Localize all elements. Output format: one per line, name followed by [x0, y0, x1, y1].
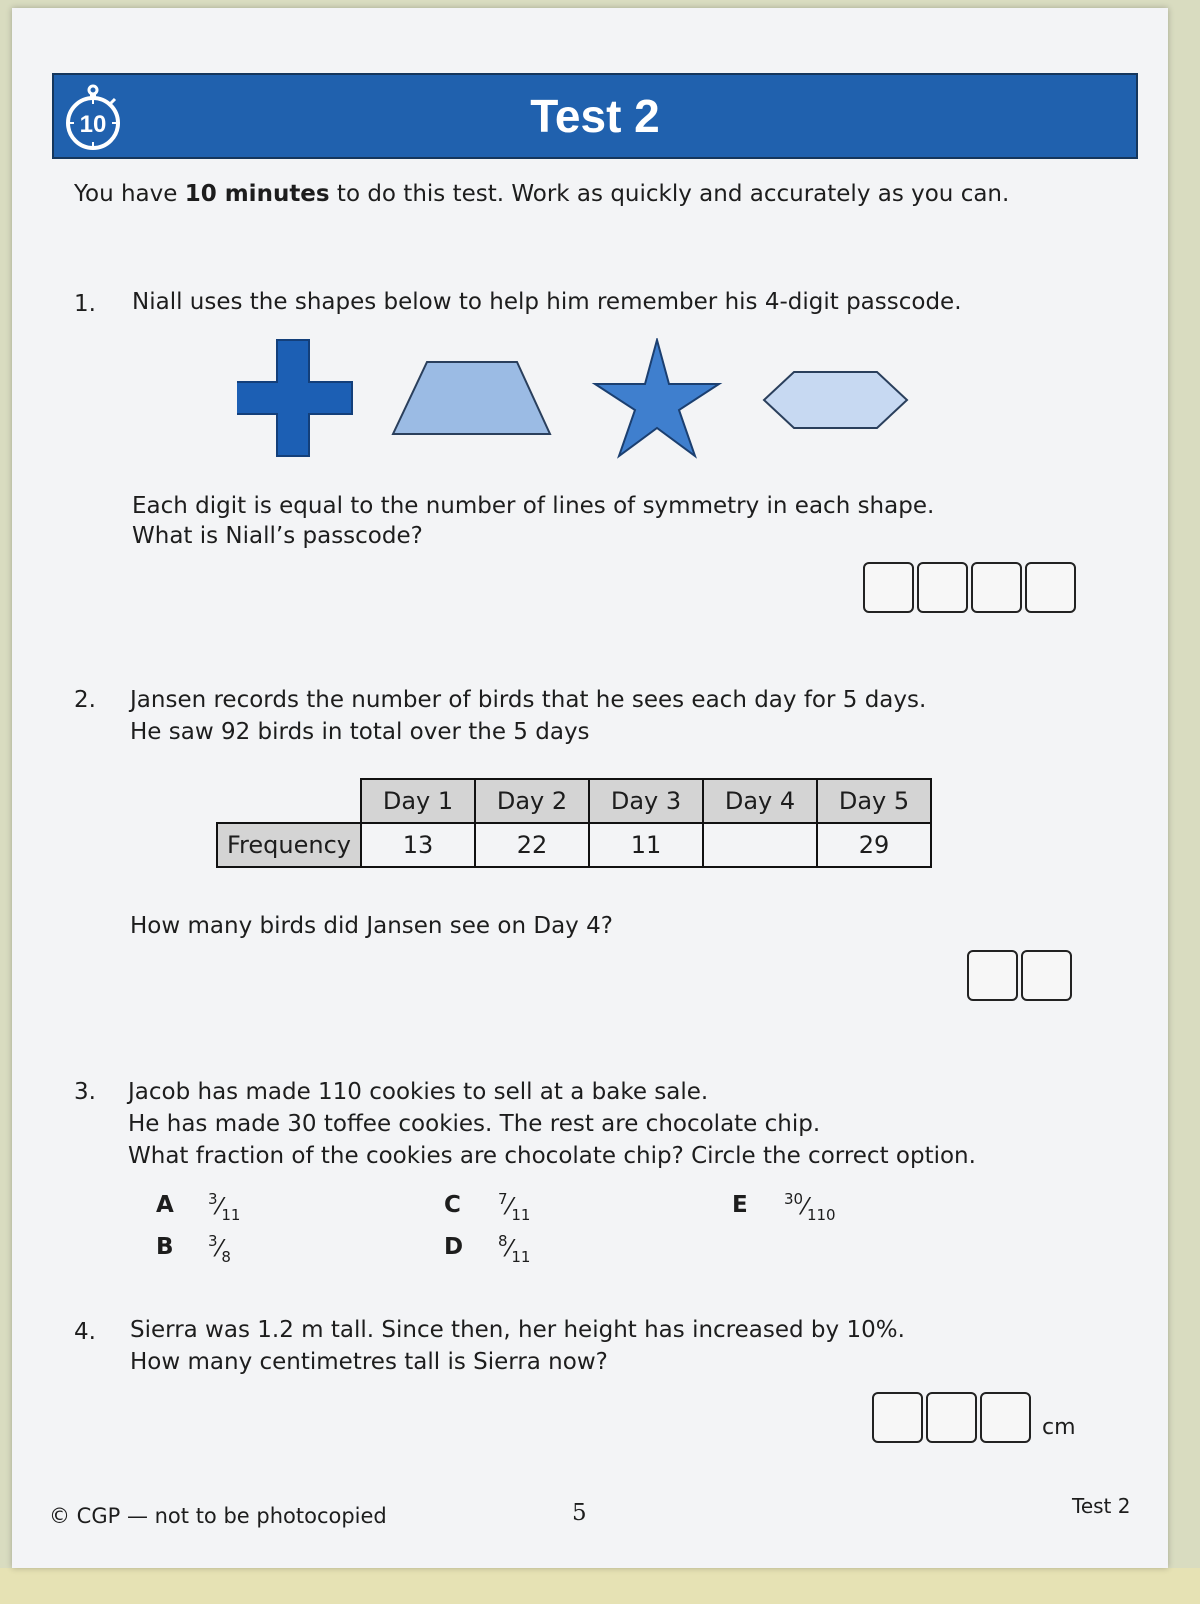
option-letter: D [444, 1234, 464, 1260]
star-shape [595, 340, 719, 456]
question-1-text: Niall uses the shapes below to help him remember his 4-digit passcode. [132, 289, 962, 315]
trapezium-shape [393, 362, 550, 434]
copyright-notice: © CGP — not to be photocopied [49, 1504, 387, 1528]
question-1-number: 1. [74, 291, 96, 317]
question-1-symmetry-text: Each digit is equal to the number of lines of symmetry in each shape. [132, 493, 935, 519]
shape-row [237, 338, 937, 470]
question-4-text-line-1: Sierra was 1.2 m tall. Since then, her height has increased by 10%. [130, 1317, 905, 1343]
cross-shape [237, 340, 352, 456]
table-cell-day-4-blank[interactable] [703, 823, 817, 867]
page-title: Test 2 [530, 90, 660, 142]
unit-label: cm [1042, 1415, 1076, 1440]
option-fraction: $^3⁄_{11}$ [208, 1190, 241, 1224]
option-fraction: $^{30}⁄_{110}$ [784, 1190, 836, 1224]
option-letter: C [444, 1192, 461, 1218]
table-header-cell: Day 5 [817, 779, 931, 823]
option-letter: E [732, 1192, 748, 1218]
table-cell: 13 [361, 823, 475, 867]
question-2-number: 2. [74, 687, 96, 713]
table-header-cell: Day 2 [475, 779, 589, 823]
question-3-text-line-1: Jacob has made 110 cookies to sell at a bake sale. [128, 1079, 709, 1105]
question-3-text-line-3: What fraction of the cookies are chocolate chip? Circle the correct option. [128, 1143, 976, 1169]
timer-minutes: 10 [79, 111, 107, 138]
question-2-prompt: How many birds did Jansen see on Day 4? [130, 913, 613, 939]
question-2-text-line-1: Jansen records the number of birds that he sees each day for 5 days. [130, 687, 927, 713]
option-fraction: $^3⁄_8$ [208, 1232, 231, 1266]
table-header-cell: Day 4 [703, 779, 817, 823]
answer-box[interactable] [971, 562, 1022, 613]
answer-box[interactable] [1021, 950, 1072, 1001]
option-letter: B [156, 1234, 174, 1260]
intro-bold: 10 minutes [184, 181, 330, 207]
table-cell: 11 [589, 823, 703, 867]
page-number: 5 [572, 1500, 587, 1526]
test-header [52, 73, 1138, 159]
table-corner [217, 779, 361, 823]
question-4-number: 4. [74, 1319, 96, 1345]
option-letter: A [156, 1192, 174, 1218]
table-row [217, 823, 931, 867]
question-4-text-line-2: How many centimetres tall is Sierra now? [130, 1349, 608, 1375]
answer-box[interactable] [980, 1392, 1031, 1443]
question-1-prompt: What is Niall’s passcode? [132, 523, 423, 549]
option-fraction: $^8⁄_{11}$ [498, 1232, 531, 1266]
table-header-row [217, 779, 931, 823]
intro-text [74, 178, 1009, 210]
answer-box[interactable] [926, 1392, 977, 1443]
table-cell: 29 [817, 823, 931, 867]
hexagon-shape [764, 372, 907, 428]
workbook-page [12, 8, 1168, 1568]
footer-test-label: Test 2 [1072, 1494, 1131, 1518]
table-header-cell: Day 3 [589, 779, 703, 823]
answer-box[interactable] [967, 950, 1018, 1001]
answer-box[interactable] [1025, 562, 1076, 613]
bird-frequency-table [216, 778, 932, 868]
option-fraction: $^7⁄_{11}$ [498, 1190, 531, 1224]
question-2-text-line-2: He saw 92 birds in total over the 5 days [130, 719, 590, 745]
answer-box[interactable] [863, 562, 914, 613]
intro-prefix: You have [74, 181, 185, 207]
answer-box[interactable] [872, 1392, 923, 1443]
table-row-label: Frequency [217, 823, 361, 867]
answer-box[interactable] [917, 562, 968, 613]
question-3-number: 3. [74, 1079, 96, 1105]
background-floor [0, 1568, 1200, 1604]
table-cell: 22 [475, 823, 589, 867]
question-3-text-line-2: He has made 30 toffee cookies. The rest are chocolate chip. [128, 1111, 821, 1137]
table-header-cell: Day 1 [361, 779, 475, 823]
intro-suffix: to do this test. Work as quickly and accurately as you can. [329, 181, 1010, 207]
